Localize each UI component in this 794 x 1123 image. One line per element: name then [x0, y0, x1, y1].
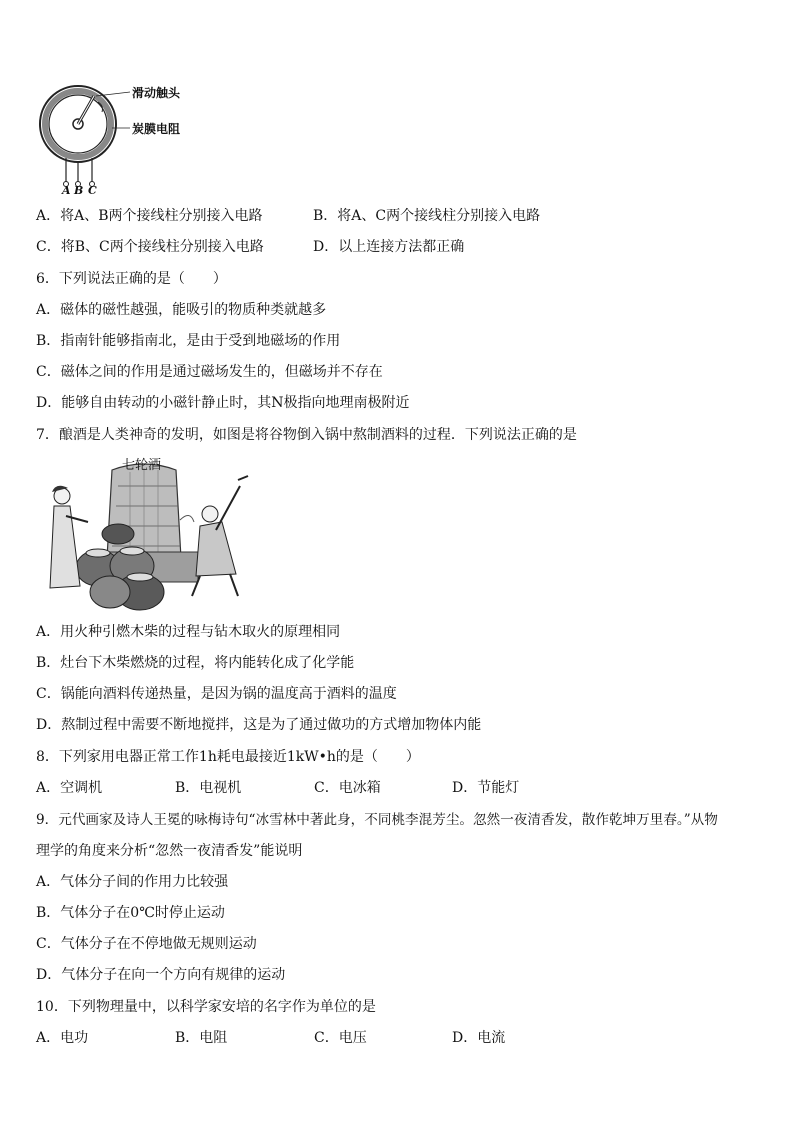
q6-option-d: D．能够自由转动的小磁针静止时，其N极指向地理南极附近 [36, 395, 410, 411]
q6-option-c: C．磁体之间的作用是通过磁场发生的，但磁场并不存在 [36, 364, 383, 380]
q6-option-a: A．磁体的磁性越强，能吸引的物质种类就越多 [36, 302, 327, 318]
q10-option-b: B．电阻 [175, 1030, 228, 1046]
terminal-c-label: C [88, 184, 97, 197]
q8-option-b: B．电视机 [175, 780, 242, 796]
q5-option-d: D．以上连接方法都正确 [313, 239, 465, 255]
q7-option-d: D．熬制过程中需要不断地搅拌，这是为了通过做功的方式增加物体内能 [36, 717, 482, 733]
q8-option-c: C．电冰箱 [314, 780, 381, 796]
q5-option-b: B．将A、C两个接线柱分别接入电路 [313, 208, 541, 224]
q9-option-d: D．气体分子在向一个方向有规律的运动 [36, 967, 286, 983]
q10-option-c: C．电压 [314, 1030, 367, 1046]
q9-option-c: C．气体分子在不停地做无规则运动 [36, 936, 257, 952]
q8-option-d: D．节能灯 [452, 780, 520, 796]
potentiometer-diagram [36, 82, 206, 198]
q10-option-a: A．电功 [36, 1030, 89, 1046]
q6-stem: 6．下列说法正确的是（ ） [36, 271, 227, 287]
q7-stem: 7．酿酒是人类神奇的发明，如图是将谷物倒入锅中熬制酒料的过程．下列说法正确的是 [36, 427, 577, 443]
q7-option-c: C．锅能向酒料传递热量，是因为锅的温度高于酒料的温度 [36, 686, 397, 702]
wine-shop-sign: 七轮酒 [122, 458, 162, 473]
q7-option-a: A．用火种引燃木柴的过程与钻木取火的原理相同 [36, 624, 341, 640]
q10-option-d: D．电流 [452, 1030, 506, 1046]
q9-stem-line2: 理学的角度来分析“忽然一夜清香发”能说明 [36, 843, 303, 859]
q9-stem-line1: 9．元代画家及诗人王冕的咏梅诗句“冰雪林中著此身，不同桃李混芳尘。忽然一夜清香发，散作乾坤万里春。”从物 [36, 812, 718, 828]
terminal-a-label: A [62, 184, 71, 197]
q5-option-c: C．将B、C两个接线柱分别接入电路 [36, 239, 264, 255]
q7-option-b: B．灶台下木柴燃烧的过程，将内能转化成了化学能 [36, 655, 355, 671]
q8-option-a: A．空调机 [36, 780, 103, 796]
q9-option-b: B．气体分子在0℃时停止运动 [36, 905, 225, 921]
carbon-film-label: 炭膜电阻 [132, 122, 181, 136]
q10-stem: 10．下列物理量中，以科学家安培的名字作为单位的是 [36, 999, 376, 1015]
slider-label: 滑动触头 [132, 86, 181, 100]
potentiometer-figure [36, 82, 206, 198]
q8-stem: 8．下列家用电器正常工作1h耗电最接近1kW•h的是（ ） [36, 749, 420, 765]
q9-option-a: A．气体分子间的作用力比较强 [36, 874, 229, 890]
q6-option-b: B．指南针能够指南北，是由于受到地磁场的作用 [36, 333, 341, 349]
wine-making-illustration [40, 456, 250, 612]
terminal-b-label: B [74, 184, 84, 197]
wine-making-drawing [40, 456, 250, 612]
q5-option-a: A．将A、B两个接线柱分别接入电路 [36, 208, 263, 224]
